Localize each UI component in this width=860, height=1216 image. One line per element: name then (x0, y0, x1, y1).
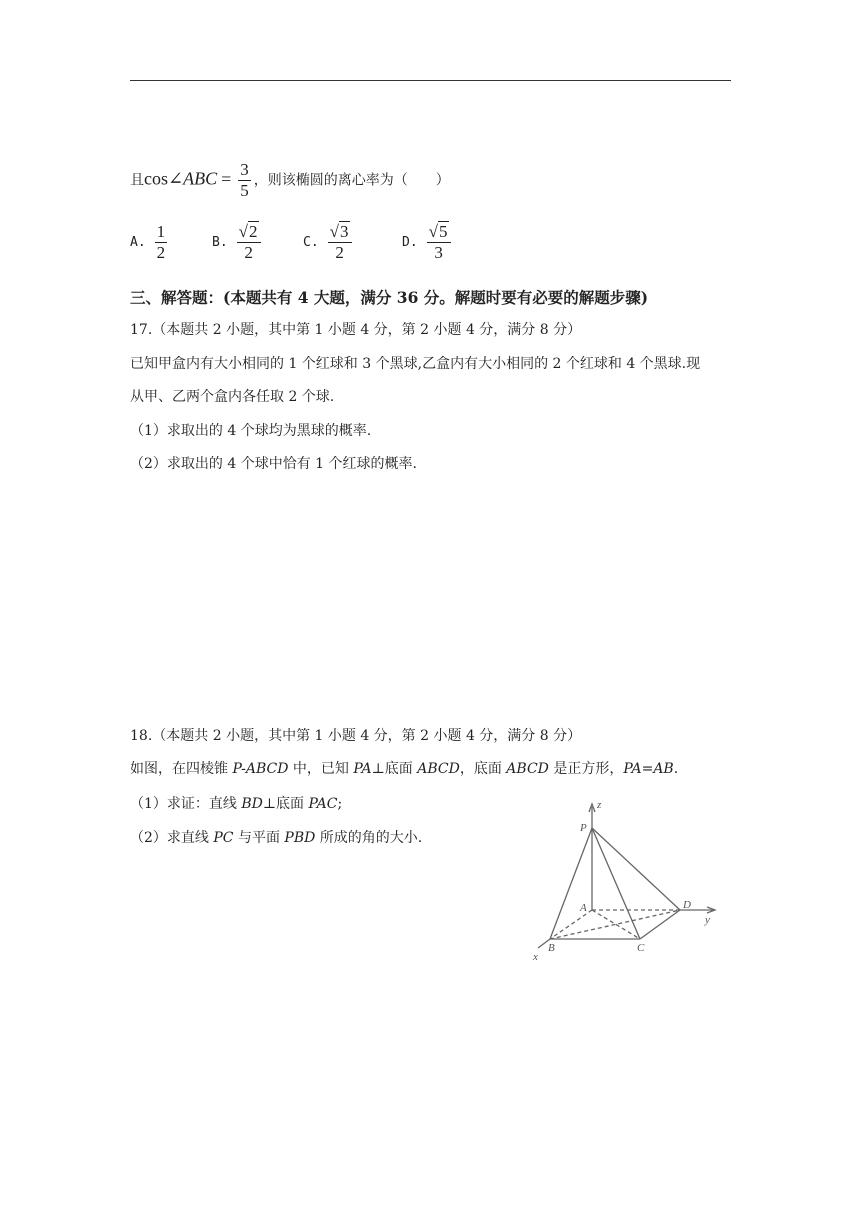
q16-den: 5 (240, 181, 249, 200)
option-c (303, 222, 355, 263)
q16-prefix: 且 (130, 172, 144, 189)
label-b: B (548, 942, 555, 954)
option-b-num: 2 (249, 222, 258, 241)
option-a-label: A. (130, 235, 146, 250)
diagonal-ac (592, 910, 640, 939)
label-c: C (637, 942, 645, 954)
option-c-num: 3 (340, 222, 349, 241)
edge-pc (592, 828, 640, 939)
header-rule (130, 80, 731, 81)
q18-header: 18.（本题共 2 小题，其中第 1 小题 4 分，第 2 小题 4 分，满分 8 分） (130, 728, 582, 744)
label-y: y (705, 914, 710, 926)
label-z: z (597, 799, 602, 811)
option-d-fraction: $\frac{√5}{3}$ (427, 222, 451, 263)
q16-abc: ABC (183, 168, 218, 189)
q16-angle: ∠ (168, 168, 184, 189)
q17-header: 17.（本题共 2 小题，其中第 1 小题 4 分，第 2 小题 4 分，满分 8 分） (130, 322, 582, 338)
option-b-fraction: $\frac{√2}{2}$ (237, 222, 261, 263)
option-c-label: C. (303, 235, 319, 250)
option-a-den: 2 (156, 243, 166, 262)
edge-pb (550, 828, 592, 939)
q17-part-1: （1）求取出的 4 个球均为黑球的概率. (130, 423, 372, 439)
option-a (130, 222, 170, 263)
option-b-den: 2 (237, 242, 261, 263)
q16-eq: = (221, 168, 232, 189)
edge-pd (592, 828, 680, 910)
q16-fraction (238, 160, 251, 201)
q16-num: 3 (240, 160, 249, 179)
q16-stem (130, 160, 450, 201)
section-3-heading: 三、解答题：(本题共有 4 大题，满分 36 分。解题时要有必要的解题步骤) (130, 288, 649, 307)
option-d-label: D. (402, 235, 418, 250)
q17-text-2: 从甲、乙两个盒内各任取 2 个球. (130, 389, 335, 405)
label-d: D (683, 899, 691, 911)
q18-pyramid-name: P-ABCD (232, 761, 289, 777)
option-a-fraction (155, 222, 168, 263)
option-d-num: 5 (439, 222, 448, 241)
pyramid-figure (520, 795, 740, 975)
label-p: P (580, 822, 587, 834)
option-d-den: 3 (427, 242, 451, 263)
q18-text: 如图，在四棱锥 P-ABCD 中，已知 PA⊥底面 ABCD，底面 ABCD 是正方形，PA=AB. (130, 761, 679, 777)
q16-suffix: ，则该椭圆的离心率为（ ） (253, 172, 450, 189)
option-d (402, 222, 454, 263)
q17-text-1: 已知甲盒内有大小相同的 1 个红球和 3 个黑球,乙盒内有大小相同的 2 个红球和 4 个黑球.现 (130, 356, 701, 372)
q16-cos: cos (144, 168, 168, 189)
option-a-num: 1 (156, 222, 166, 241)
option-b-label: B. (212, 235, 228, 250)
label-x: x (533, 951, 538, 963)
q18-part-1: （1）求证：直线 BD⊥底面 PAC; (130, 796, 343, 812)
q18-part-2: （2）求直线 PC 与平面 PBD 所成的角的大小. (130, 830, 423, 846)
option-b (212, 222, 264, 263)
option-c-fraction: $\frac{√3}{2}$ (328, 222, 352, 263)
q17-part-2: （2）求取出的 4 个球中恰有 1 个红球的概率. (130, 456, 417, 472)
option-c-den: 2 (328, 242, 352, 263)
label-a: A (580, 902, 587, 914)
